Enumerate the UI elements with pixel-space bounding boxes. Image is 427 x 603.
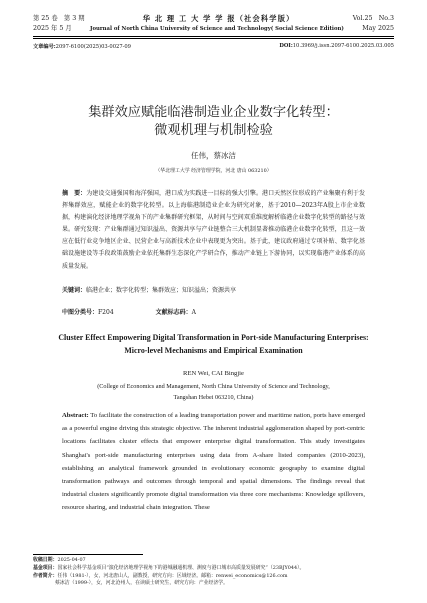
abstract-cn — [62, 188, 365, 273]
date-en: May 2025 — [362, 25, 394, 32]
footnotes — [33, 557, 394, 588]
affiliation-en-line2: Tangshan Hebei 063210, China) — [173, 393, 254, 401]
article-number: 文章编号:2097-6100(2025)03-0027-09 — [33, 44, 131, 50]
article-identifiers — [33, 43, 394, 50]
affiliation-en — [0, 382, 427, 403]
title-en — [40, 332, 387, 357]
author-bio-continued: 蔡冰洁（1999-），女，河北沧州人，在读硕士研究生，研究方向：产业经济学。 — [55, 580, 229, 587]
abstract-en-label: Abstract: — [62, 412, 89, 419]
journal-name-cn: 华 北 理 工 大 学 学 报（社会科学版） — [142, 14, 295, 23]
title-cn-line2: 微观机理与机制检验 — [154, 123, 273, 138]
header-rule-thick — [33, 36, 394, 37]
abstract-en — [62, 409, 365, 515]
title-cn-line1: 集群效应赋能临港制造业企业数字化转型： — [88, 105, 339, 120]
journal-name-en: Journal of North China University of Science and Technology( Social Science Edition) — [90, 26, 344, 32]
title-en-line2: Micro-level Mechanisms and Empirical Examination — [124, 345, 303, 355]
date-cn: 2025 年 5 月 — [33, 25, 72, 32]
authors-cn: 任伟，蔡冰洁 — [191, 151, 236, 160]
abstract-en-text: To facilitate the construction of a leading transportation power and maritime nation, ports have emerged as a powerful engine driving this strategic objective. The inherent industrial agglomeration shaped by port-centric locations facilitates cluster effects that empower enterprise digital transformation. This study investigates Shanghai's port-side manufacturing enterprises using data from A-share listed companies (2010-2023), establishing an analytical framework grounded in evolutionary economic geography to examine digital transformation pathways and outcomes through temporal and spatial dimensions. The findings reveal that industrial clusters significantly promote digital transformation via three core mechanisms: Knowledge spillovers, resource sharing, and industrial chain integration. These — [62, 412, 365, 512]
header-rule-thin — [33, 38, 394, 39]
volume-issue-cn: 第 25 卷 第 3 期 — [33, 15, 85, 22]
abstract-cn-text: 为建设交通强国和海洋强国，港口成为实践进一目标的强大引擎。港口天然区位形成的产业集聚有利于发挥集群效应，赋能企业的数字化转型。以上海临港制造业企业为研究对象，基于2010—2023年A股上市企业数据，构建演化经济地理学视角下的产业集群研究框架，从时间与空间双重维度解析临港企业数字化转型的路径与效果。研究发现：产业集群通过知识溢出、资源共享与产业链整合三大机制显著推动临港企业数字化转型，且这一效应在低行业竞争地区企业、民营企业与高新技术企业中表现更为突出。基于此，建议政府通过专项补贴、数字化基础设施建设等手段政策鼓励企业依托集群生态深化产学研合作，推动产业链上下游协同，以实现临港产业体系的高质量发展。 — [62, 190, 365, 270]
title-cn — [40, 104, 387, 140]
volume-issue-en: Vol.25 No.3 — [352, 15, 394, 22]
authors-en: REN Wei, CAI Bingjie — [183, 370, 244, 377]
document-code: 文献标志码：A — [155, 309, 196, 316]
abstract-cn-label: 摘 要： — [62, 190, 87, 197]
doi: DOI:10.3969/j.issn.2097-6100.2025.03.005 — [279, 43, 394, 49]
keywords-cn-text: 临港企业；数字化转型；集群效应；知识溢出；资源共享 — [86, 287, 237, 294]
affiliation-en-line1: (College of Economics and Management, North China University of Science and Technology, — [97, 383, 330, 390]
received-date: 收稿日期：2025-04-07 — [33, 557, 86, 563]
affiliation-cn: （华北理工大学 经济管理学院，河北 唐山 063210） — [155, 168, 272, 174]
keywords-cn-label: 关键词： — [62, 287, 87, 294]
running-header-top — [33, 15, 394, 23]
running-header-bottom — [33, 25, 394, 33]
footnote-rule — [33, 554, 143, 555]
keywords-cn — [62, 285, 365, 297]
clc-number: 中图分类号：F204 — [62, 309, 114, 316]
fund-project: 基金项目：国家社会科学基金项目“演化经济地理学视角下的港城融通机理、测度与港口城市高质量发展研究”（23BJY044）。 — [33, 564, 305, 571]
title-en-line1: Cluster Effect Empowering Digital Transformation in Port-side Manufacturing Enterprises: — [58, 333, 369, 342]
classification — [62, 307, 365, 316]
author-bio: 作者简介：任伟（1981-），女，河北唐山人，副教授，研究方向：区域经济。邮箱：renwei_economics@126.com — [33, 572, 288, 579]
